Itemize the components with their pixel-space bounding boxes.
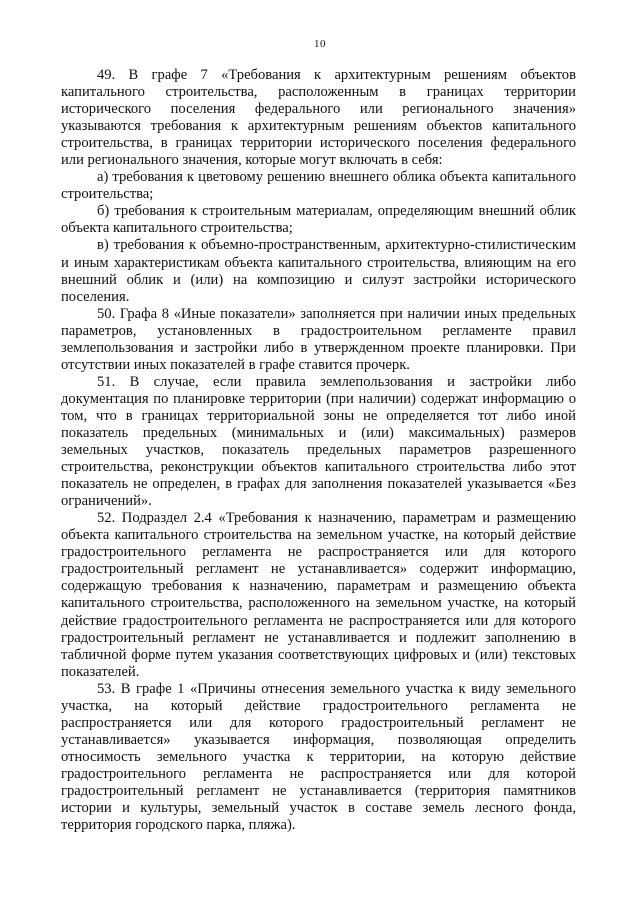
paragraph-49: 49. В графе 7 «Требования к архитектурным решениям объектов капитального строительства, расположенным в границах территории исторического поселения федерального или регионального значения» указываются требования к архитектурным решениям объектов капитального строительства, в границах территории исторического поселения федерального или регионального значения, которые могут включать в себя: xyxy=(61,67,576,169)
paragraph-52: 52. Подраздел 2.4 «Требования к назначению, параметрам и размещению объекта капитального строительства на земельном участке, на который действие градостроительного регламента не распространяется или для которого градостроительный регламент не устанавливается» содержит информацию, содержащую требования к назначению, параметрам и размещению объекта капитального строительства, расположенного на земельном участке, на который действие градостроительного регламента не распространяется или для которого градостроительный регламент не устанавливается и подлежит заполнению в табличной форме путем указания соответствующих цифровых и (или) текстовых показателей. xyxy=(61,510,576,680)
paragraph-49-item-v: в) требования к объемно-пространственным, архитектурно-стилистическим и иным характеристикам объекта капитального строительства, влияющим на его внешний облик и (или) на композицию и силуэт застройки исторического поселения. xyxy=(61,237,576,305)
paragraph-51: 51. В случае, если правила землепользования и застройки либо документация по планировке территории (при наличии) содержат информацию о том, что в границах территориальной зоны не определяется тот либо иной показатель предельных (минимальных и (или) максимальных) размеров земельных участков, показатель предельных параметров разрешенного строительства, реконструкции объектов капитального строительства либо этот показатель не определен, в графах для заполнения показателей указывается «Без ограничений». xyxy=(61,373,576,510)
paragraph-49-item-a: а) требования к цветовому решению внешнего облика объекта капитального строительства; xyxy=(61,169,576,203)
page-number: 10 xyxy=(314,38,326,50)
document-body xyxy=(61,67,576,834)
paragraph-53: 53. В графе 1 «Причины отнесения земельного участка к виду земельного участка, на который действие градостроительного регламента не распространяется или для которого градостроительный регламент не устанавливается» указывается информация, позволяющая определить относимость земельного участка к территории, на которую действие градостроительного регламента не распространяется или для которой градостроительный регламент не устанавливается (территория памятников истории и культуры, земельный участок в составе земель лесного фонда, территория городского парка, пляжа). xyxy=(61,680,576,834)
paragraph-49-item-b: б) требования к строительным материалам, определяющим внешний облик объекта капитального строительства; xyxy=(61,203,576,237)
paragraph-50: 50. Графа 8 «Иные показатели» заполняется при наличии иных предельных параметров, установленных в градостроительном регламенте правил землепользования и застройки либо в утвержденном проекте планировки. При отсутствии иных показателей в графе ставится прочерк. xyxy=(61,305,576,373)
